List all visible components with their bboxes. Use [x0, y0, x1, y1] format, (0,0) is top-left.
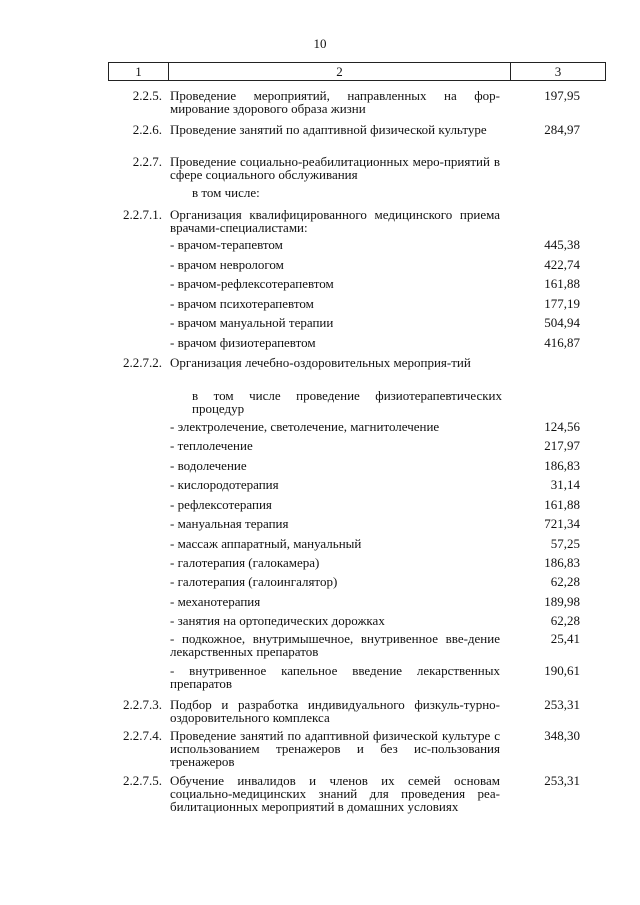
row-description: Проведение мероприятий, направленных на фор-мирование здорового образа жизни: [170, 88, 500, 116]
row-description: - врачом-рефлексотерапевтом: [170, 276, 334, 291]
table-header: [108, 62, 606, 81]
row-description: - водолечение: [170, 458, 247, 473]
header-col-3: 3: [554, 64, 562, 79]
row-value: 161,88: [544, 276, 580, 291]
row-description: - врачом неврологом: [170, 257, 284, 272]
row-value: 62,28: [550, 574, 580, 589]
header-col-1: 1: [109, 63, 169, 80]
row-description: - массаж аппаратный, мануальный: [170, 536, 362, 551]
row-description: Проведение социально-реабилитационных меро-приятий в сфере социального обслуживания: [170, 154, 500, 182]
row-value: 416,87: [544, 335, 580, 350]
row-value: 62,28: [550, 613, 580, 628]
row-value: 124,56: [544, 419, 580, 434]
row-number: 2.2.7.4.: [123, 728, 162, 743]
header-col-2: 2: [169, 63, 511, 80]
row-description: Подбор и разработка индивидуального физкуль-турно-оздоровительного комплекса: [170, 697, 500, 725]
row-description: - кислородотерапия: [170, 477, 279, 492]
row-description: - теплолечение: [170, 438, 253, 453]
row-value: 504,94: [544, 315, 580, 330]
row-number: 2.2.7.1.: [123, 207, 162, 222]
row-description: - врачом психотерапевтом: [170, 296, 314, 311]
row-description: в том числе проведение физиотерапевтических процедур: [192, 388, 502, 416]
row-value: 161,88: [544, 497, 580, 512]
row-value: 284,97: [544, 122, 580, 137]
row-value: 217,97: [544, 438, 580, 453]
row-description: - врачом-терапевтом: [170, 237, 283, 252]
row-description: - механотерапия: [170, 594, 261, 609]
row-value: 31,14: [550, 477, 580, 492]
row-description: в том числе:: [192, 185, 260, 200]
row-number: 2.2.7.2.: [123, 355, 162, 370]
row-value: 422,74: [544, 257, 580, 272]
row-description: Проведение занятий по адаптивной физической культуре: [170, 122, 487, 137]
row-description: - внутривенное капельное введение лекарственных препаратов: [170, 663, 500, 691]
row-value: 190,61: [544, 663, 580, 678]
row-number: 2.2.7.5.: [123, 773, 162, 788]
row-description: - занятия на ортопедических дорожках: [170, 613, 385, 628]
row-value: 186,83: [544, 555, 580, 570]
row-description: - подкожное, внутримышечное, внутривенное вве-дение лекарственных препаратов: [170, 631, 500, 659]
row-value: 348,30: [544, 728, 580, 743]
row-value: 186,83: [544, 458, 580, 473]
page-number: 10: [313, 36, 327, 51]
row-value: 189,98: [544, 594, 580, 609]
row-description: Организация лечебно-оздоровительных мероприя-тий: [170, 355, 471, 370]
row-number: 2.2.5.: [132, 88, 162, 103]
row-description: - галотерапия (галокамера): [170, 555, 320, 570]
row-value: 445,38: [544, 237, 580, 252]
row-number: 2.2.7.3.: [123, 697, 162, 712]
row-description: - врачом физиотерапевтом: [170, 335, 316, 350]
row-value: 253,31: [544, 697, 580, 712]
row-description: - мануальная терапия: [170, 516, 289, 531]
row-description: - галотерапия (галоингалятор): [170, 574, 338, 589]
row-value: 253,31: [544, 773, 580, 788]
row-description: - рефлексотерапия: [170, 497, 272, 512]
row-description: Проведение занятий по адаптивной физической культуре с использованием тренажеров и без ис-пользования тренажеров: [170, 728, 500, 769]
row-description: - врачом мануальной терапии: [170, 315, 334, 330]
row-number: 2.2.6.: [132, 122, 162, 137]
row-description: Обучение инвалидов и членов их семей основам социально-медицинских знаний для проведения реа-билитационных мероприятий в домашних условиях: [170, 773, 500, 814]
row-value: 57,25: [550, 536, 580, 551]
row-value: 197,95: [544, 88, 580, 103]
row-value: 25,41: [550, 631, 580, 646]
row-description: Организация квалифицированного медицинского приема врачами-специалистами:: [170, 207, 500, 235]
row-value: 177,19: [544, 296, 580, 311]
row-value: 721,34: [544, 516, 580, 531]
row-number: 2.2.7.: [132, 154, 162, 169]
row-description: - электролечение, светолечение, магнитолечение: [170, 419, 440, 434]
